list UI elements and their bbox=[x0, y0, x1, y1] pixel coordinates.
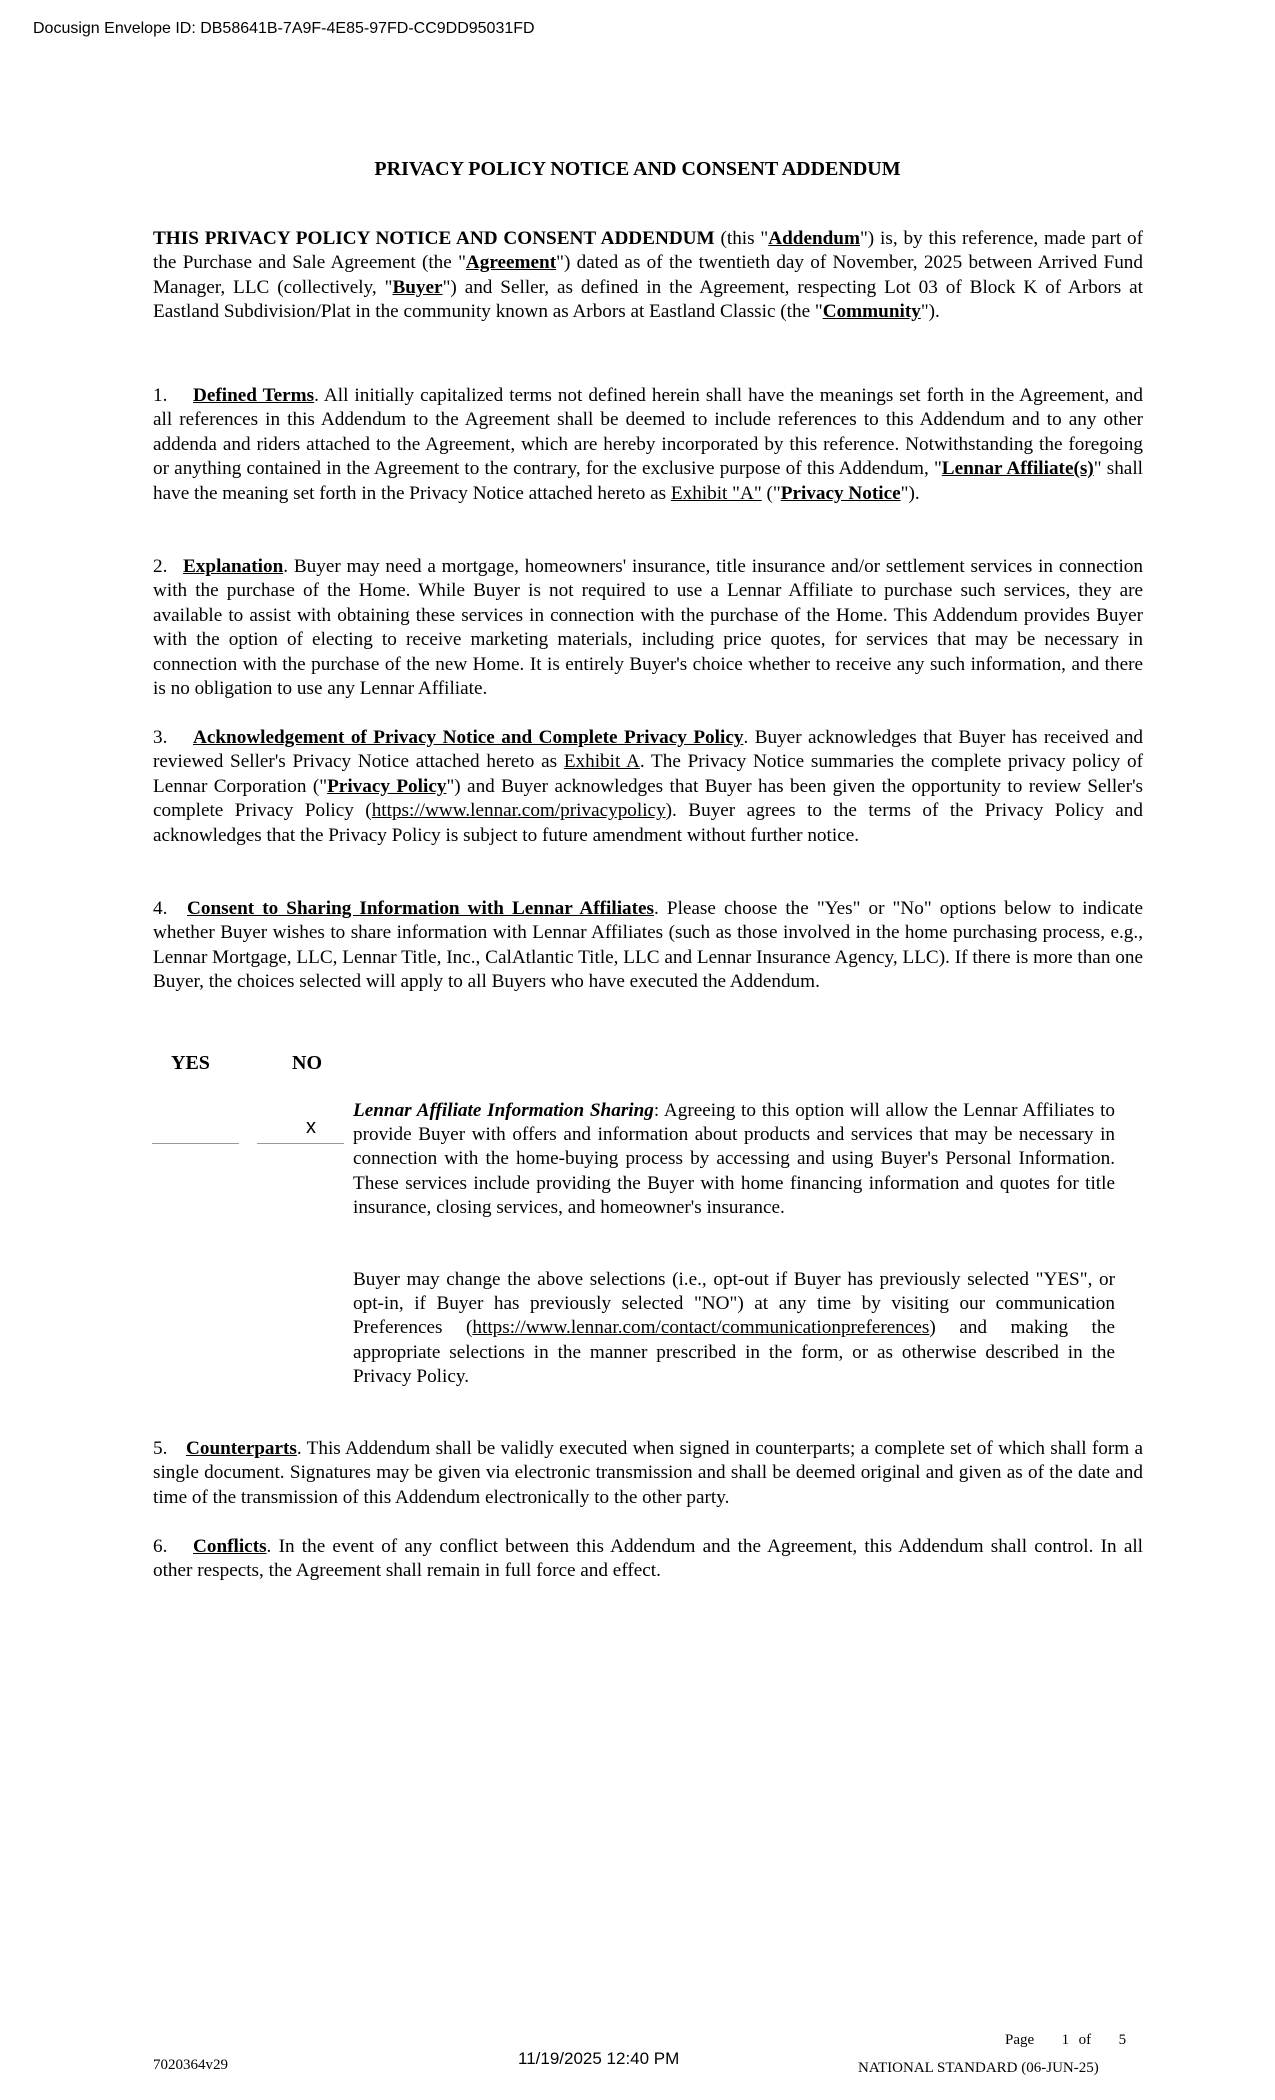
affiliate-sharing-option bbox=[353, 1099, 1115, 1220]
section-defined-terms bbox=[153, 384, 1143, 506]
section-number: 4. bbox=[153, 898, 168, 919]
intro-paragraph bbox=[153, 227, 1143, 325]
section-privacy-acknowledgement bbox=[153, 726, 1143, 848]
section-text: " shall have the meaning set forth in the Privacy Notice attached hereto as bbox=[153, 458, 1143, 504]
section-text: . All initially capitalized terms not defined herein shall have the meanings set forth in the Agreement, and all references in this Addendum to the Agreement shall be deemed to include references to this Addendum and to any other addenda and riders attached to the Agreement, which are hereby incorporated by this reference. Notwithstanding the foregoing or anything contained in the Agreement to the contrary, for the exclusive purpose of this Addendum, " bbox=[153, 385, 1143, 480]
term-community: Community bbox=[822, 301, 921, 323]
section-text: . Please choose the "Yes" or "No" options below to indicate whether Buyer wishes to share information with Lennar Affiliates (such as those involved in the home purchasing process, e.g., Lennar Mortgage, LLC, Lennar Title, Inc., CalAtlantic Title, LLC and Lennar Insurance Agency, LLC). If there is more than one Buyer, the choices selected will apply to all Buyers who have executed the Addendum. bbox=[153, 898, 1143, 993]
page-of: of bbox=[1078, 2032, 1092, 2048]
section-heading: Explanation bbox=[183, 556, 284, 577]
section-heading: Conflicts bbox=[193, 1536, 267, 1557]
intro-lead: THIS PRIVACY POLICY NOTICE AND CONSENT ADDENDUM bbox=[153, 228, 715, 249]
yes-column-label: YES bbox=[171, 1052, 210, 1074]
page-number bbox=[1005, 2032, 1126, 2049]
section-heading: Defined Terms bbox=[193, 385, 315, 406]
page-label: Page bbox=[1005, 2032, 1035, 2048]
section-counterparts bbox=[153, 1437, 1143, 1510]
yes-selection-blank[interactable] bbox=[152, 1143, 239, 1144]
section-heading: Acknowledgement of Privacy Notice and Complete Privacy Policy bbox=[193, 727, 744, 748]
section-text: . Buyer may need a mortgage, homeowners' insurance, title insurance and/or settlement services in connection with the purchase of the Home. While Buyer is not required to use a Lennar Affiliate to purchase such services, they are available to assist with obtaining these services in connection with the purchase of the Home. This Addendum provides Buyer with the option of electing to receive marketing materials, including price quotes, for services that may be necessary in connection with the purchase of the new Home. It is entirely Buyer's choice whether to receive any such information, and there is no obligation to use any Lennar Affiliate. bbox=[153, 556, 1143, 700]
option-heading: Lennar Affiliate Information Sharing bbox=[353, 1100, 654, 1121]
change-selection-paragraph bbox=[353, 1268, 1115, 1389]
intro-text: "). bbox=[920, 301, 940, 323]
communication-preferences-link[interactable]: https://www.lennar.com/contact/communicationpreferences bbox=[472, 1317, 930, 1339]
term-privacy-policy: Privacy Policy bbox=[327, 775, 447, 797]
form-standard: NATIONAL STANDARD (06-JUN-25) bbox=[858, 2060, 1099, 2076]
no-selection-blank[interactable] bbox=[257, 1143, 344, 1144]
option-text: Buyer may change the above selections (i.e., opt-out if Buyer has previously selected "YES", or opt-in, if Buyer has previously selected "NO") at any time by visiting our communication Preferences ( bbox=[353, 1269, 1115, 1339]
section-number: 6. bbox=[153, 1536, 168, 1557]
section-number: 3. bbox=[153, 727, 168, 748]
section-text: . In the event of any conflict between this Addendum and the Agreement, this Addendum shall control. In all other respects, the Agreement shall remain in full force and effect. bbox=[153, 1536, 1143, 1582]
exhibit-a-reference: Exhibit A bbox=[563, 751, 640, 773]
section-conflicts bbox=[153, 1535, 1143, 1584]
section-number: 5. bbox=[153, 1438, 168, 1459]
section-explanation bbox=[153, 555, 1143, 701]
page-total: 5 bbox=[1118, 2032, 1127, 2048]
section-number: 1. bbox=[153, 385, 168, 406]
term-agreement: Agreement bbox=[465, 252, 557, 274]
section-number: 2. bbox=[153, 556, 168, 577]
option-text: : Agreeing to this option will allow the Lennar Affiliates to provide Buyer with offers and information about products and services that may be necessary in connection with the home-buying process by accessing and using Buyer's Personal Information. These services include providing the Buyer with home financing information and quotes for title insurance, closing services, and homeowner's insurance. bbox=[353, 1100, 1115, 1218]
page-title: PRIVACY POLICY NOTICE AND CONSENT ADDENDUM bbox=[374, 158, 901, 180]
docusign-envelope-id: Docusign Envelope ID: DB58641B-7A9F-4E85-97FD-CC9DD95031FD bbox=[33, 20, 535, 37]
no-column-label: NO bbox=[292, 1052, 322, 1074]
intro-text: ") is, by this reference, made part of the Purchase and Sale Agreement (the " bbox=[153, 228, 1143, 274]
section-text: . Buyer acknowledges that Buyer has received and reviewed Seller's Privacy Notice attached hereto as bbox=[153, 727, 1144, 773]
section-text: ). Buyer agrees to the terms of the Privacy Policy and acknowledges that the Privacy Policy is subject to future amendment without further notice. bbox=[153, 800, 1143, 846]
section-heading: Counterparts bbox=[186, 1438, 297, 1459]
section-text: . The Privacy Notice summaries the complete privacy policy of Lennar Corporation (" bbox=[153, 751, 1143, 797]
privacy-policy-link[interactable]: https://www.lennar.com/privacypolicy bbox=[371, 800, 666, 822]
no-selection-mark: x bbox=[306, 1116, 316, 1138]
page-current: 1 bbox=[1061, 2032, 1070, 2048]
footer-timestamp: 11/19/2025 12:40 PM bbox=[518, 2049, 680, 2068]
intro-text: ") dated as of the twentieth day of November, 2025 between Arrived Fund Manager, LLC (collectively, " bbox=[153, 252, 1143, 298]
intro-text: (this " bbox=[714, 228, 769, 249]
section-text: ") and Buyer acknowledges that Buyer has been given the opportunity to review Seller's complete Privacy Policy ( bbox=[153, 775, 1143, 822]
term-addendum: Addendum bbox=[768, 228, 860, 249]
exhibit-a-reference: Exhibit "A" bbox=[670, 482, 762, 504]
form-id: 7020364v29 bbox=[153, 2057, 228, 2073]
section-consent-sharing bbox=[153, 897, 1143, 995]
term-privacy-notice: Privacy Notice bbox=[780, 482, 901, 504]
option-text: ) and making the appropriate selections in the manner prescribed in the form, or as otherwise described in the Privacy Policy. bbox=[353, 1317, 1115, 1387]
section-text: . This Addendum shall be validly executed when signed in counterparts; a complete set of which shall form a single document. Signatures may be given via electronic transmission and shall be deemed original and given as of the date and time of the transmission of this Addendum electronically to the other party. bbox=[153, 1438, 1143, 1508]
section-text: (" bbox=[761, 482, 781, 504]
section-text: "). bbox=[900, 482, 920, 504]
term-lennar-affiliates: Lennar Affiliate(s) bbox=[941, 458, 1094, 480]
section-heading: Consent to Sharing Information with Lennar Affiliates bbox=[187, 898, 655, 919]
intro-text: ") and Seller, as defined in the Agreement, respecting Lot 03 of Block K of Arbors at Eastland Subdivision/Plat in the community known as Arbors at Eastland Classic (the " bbox=[153, 276, 1144, 323]
term-buyer: Buyer bbox=[392, 276, 443, 298]
